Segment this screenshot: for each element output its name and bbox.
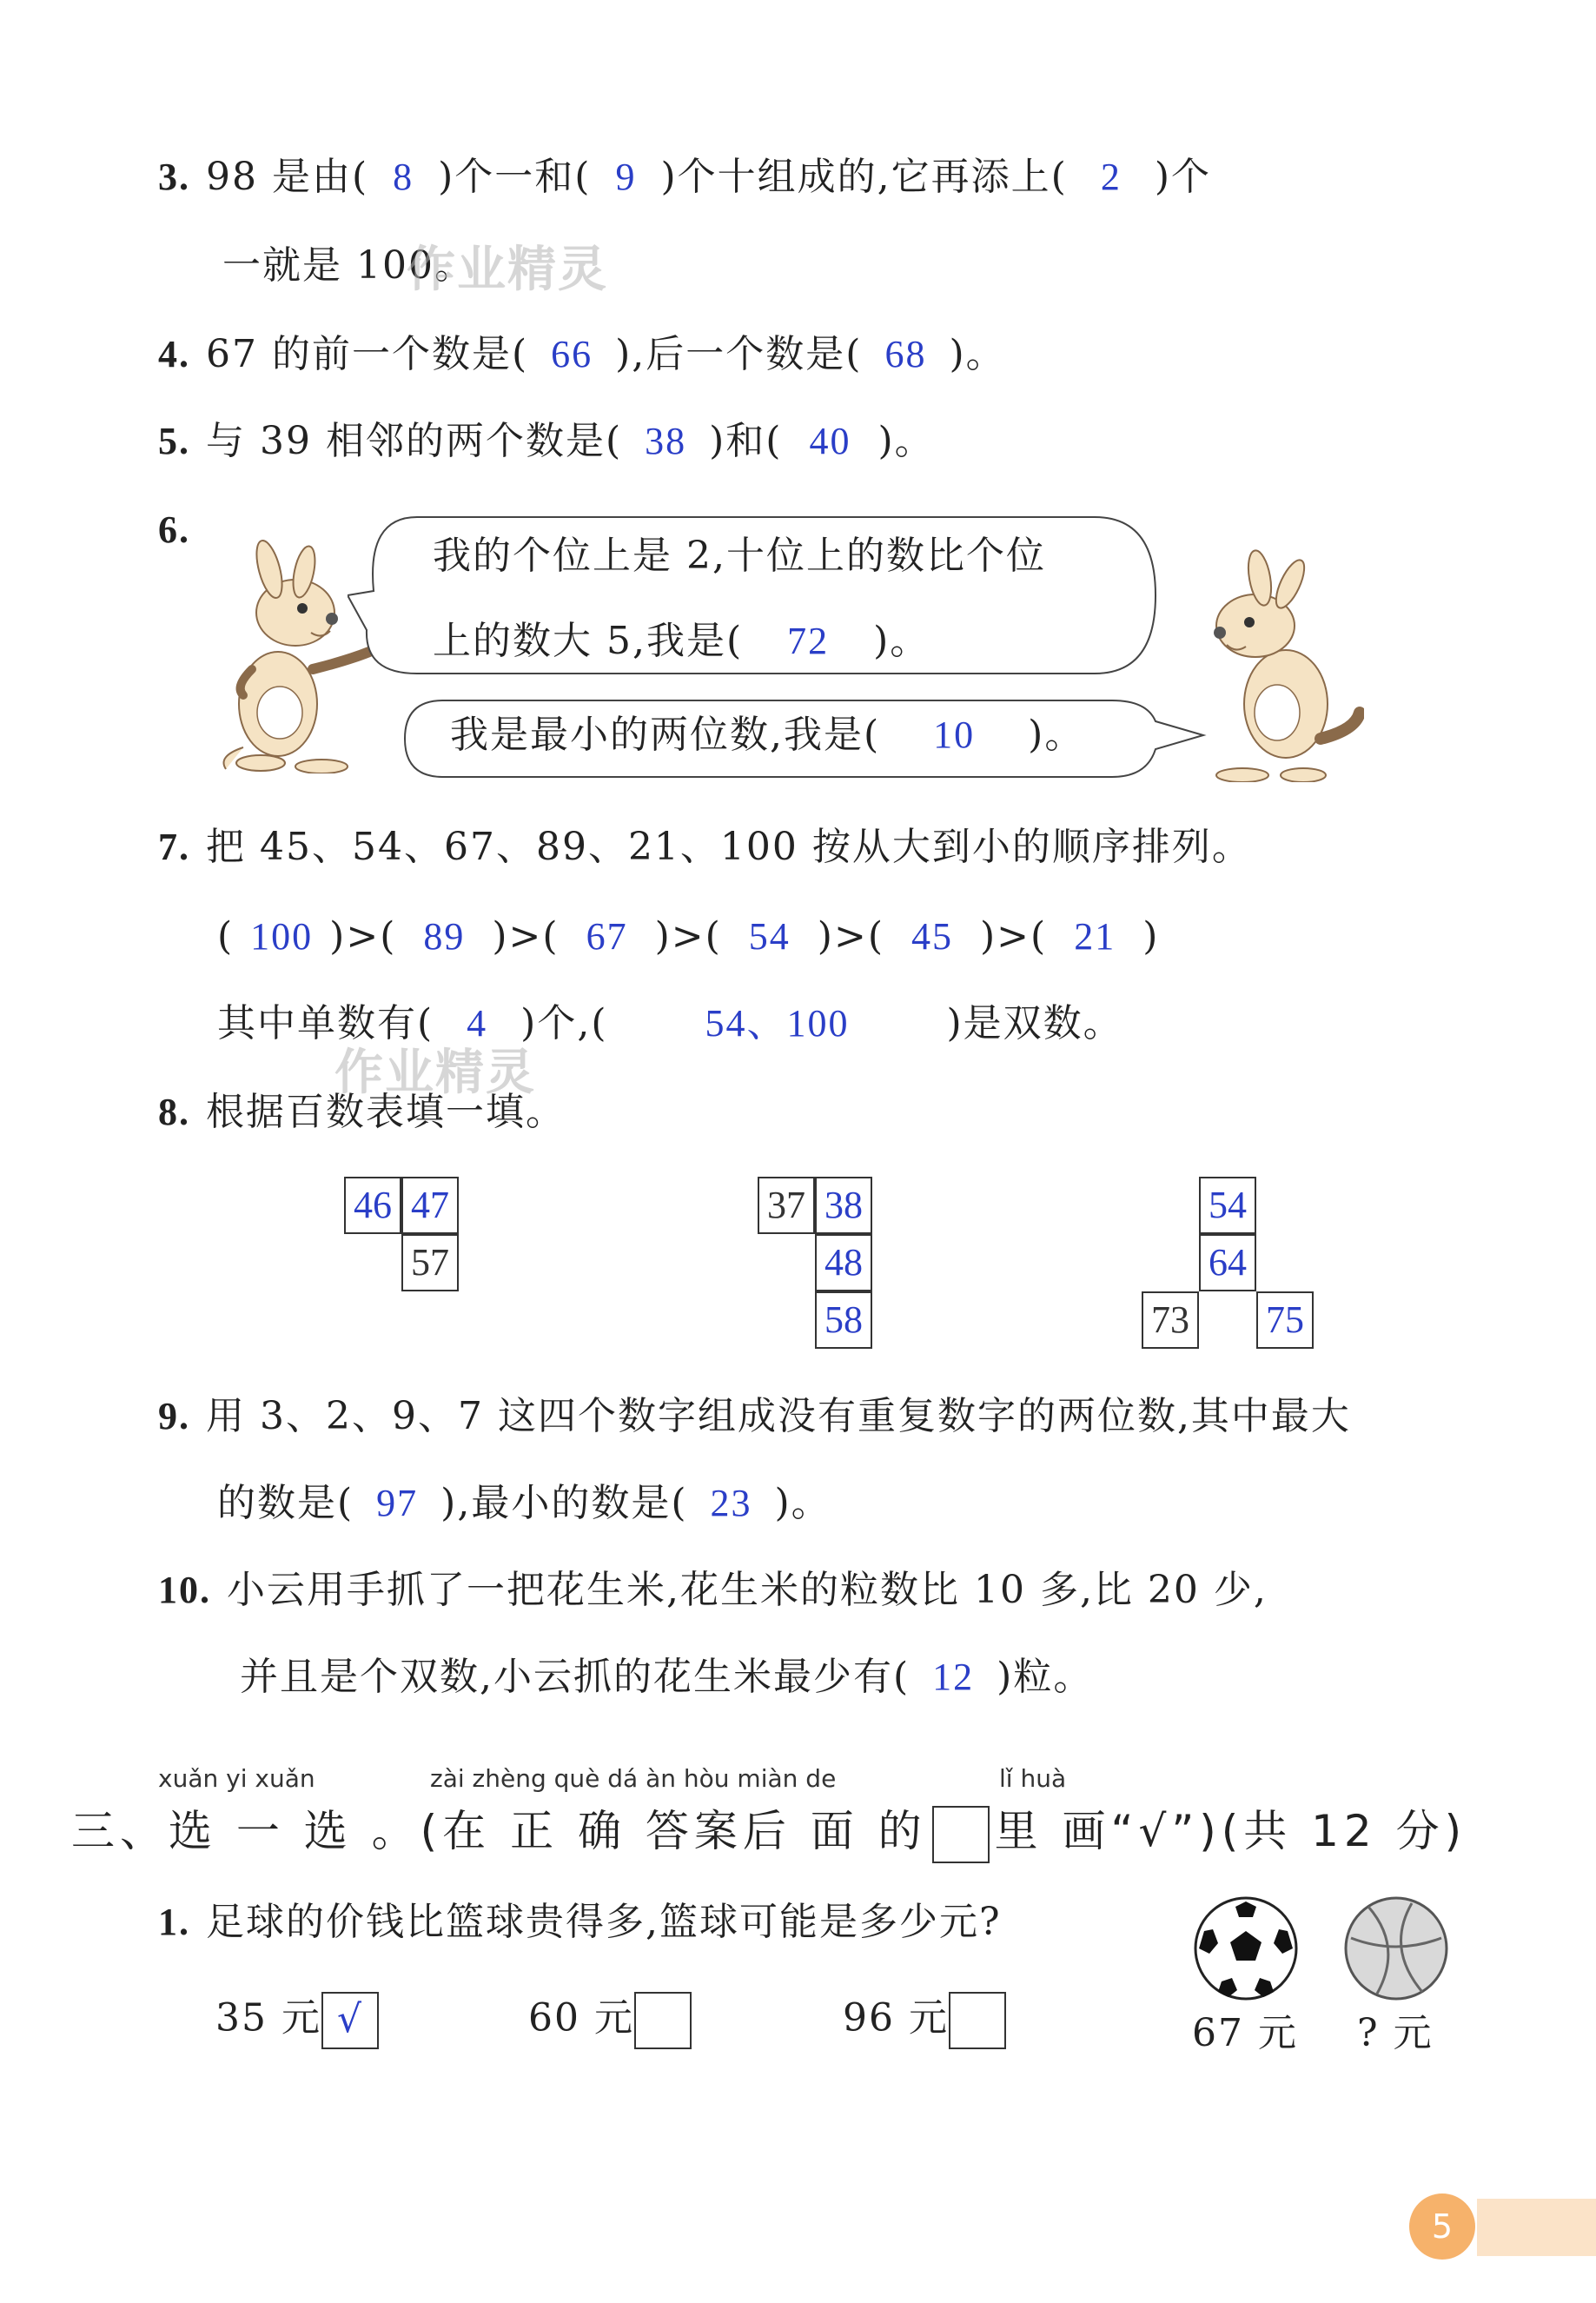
q7-odd-even: 其中单数有( 4 )个,( 54、100 )是双数。 — [217, 998, 1123, 1050]
answer-q3-add: 2 — [1100, 156, 1122, 198]
question-4: 4. 67 的前一个数是( 66 ),后一个数是( 68 )。 — [158, 329, 1006, 381]
option-3-checkbox[interactable] — [949, 1992, 1006, 2049]
kangaroo-right-icon — [1182, 548, 1364, 782]
basketball-price: ? 元 — [1357, 2011, 1434, 2055]
question-9: 9. 用 3、2、9、7 这四个数字组成没有重复数字的两位数,其中最大 — [158, 1394, 1351, 1438]
order-6: 21 — [1074, 915, 1116, 958]
grid-cell: 73 — [1142, 1291, 1199, 1349]
question-10-line2: 并且是个双数,小云抓的花生米最少有( 12 )粒。 — [240, 1651, 1093, 1703]
grid-cell: 48 — [815, 1234, 872, 1291]
grid-cell: 64 — [1199, 1234, 1256, 1291]
answer-q4-before: 66 — [551, 333, 593, 375]
grid-cell: 75 — [1256, 1291, 1314, 1349]
bubble-1-line-2: 上的数大 5,我是( 72 )。 — [433, 615, 930, 667]
page-tab — [1477, 2199, 1596, 2256]
order-2: 89 — [423, 915, 466, 958]
answer-q3-ones: 8 — [393, 156, 414, 198]
answer-q9-min: 23 — [710, 1482, 752, 1524]
answer-q4-after: 68 — [884, 333, 927, 375]
pinyin-2: zài zhèng què dá àn hòu miàn de — [430, 1764, 837, 1793]
pinyin-3: lǐ huà — [999, 1764, 1067, 1793]
question-10: 10. 小云用手抓了一把花生米,花生米的粒数比 10 多,比 20 少, — [158, 1568, 1268, 1612]
option-1: 35 元 √ — [215, 1992, 379, 2049]
question-7: 7. 把 45、54、67、89、21、100 按从大到小的顺序排列。 — [158, 825, 1252, 869]
grid-cell: 46 — [344, 1177, 401, 1234]
grid-cell: 54 — [1199, 1177, 1256, 1234]
answer-q5-a: 38 — [645, 420, 687, 462]
question-5: 5. 与 39 相邻的两个数是( 38 )和( 40 )。 — [158, 415, 935, 468]
bubble-2-line: 我是最小的两位数,我是( 10 )。 — [450, 709, 1084, 761]
question-3: 3. 98 是由( 8 )个一和( 9 )个十组成的,它再添上( 2 )个 — [158, 151, 1211, 203]
answer-q10: 12 — [932, 1656, 975, 1698]
answer-q3-tens: 9 — [615, 156, 637, 198]
page-number: 5 — [1409, 2193, 1475, 2260]
grid-cell: 38 — [815, 1177, 872, 1234]
answer-q7-odd: 4 — [467, 1002, 488, 1045]
question-9-line2: 的数是( 97 ),最小的数是( 23 )。 — [217, 1477, 831, 1530]
option-3: 96 元 — [843, 1992, 1006, 2049]
answer-q6-b: 10 — [933, 713, 976, 756]
option-1-checkbox[interactable]: √ — [321, 1992, 379, 2049]
order-3: 67 — [586, 915, 628, 958]
pinyin-1: xuǎn yi xuǎn — [158, 1764, 315, 1793]
grid-cell: 58 — [815, 1291, 872, 1349]
basketball-icon — [1342, 1895, 1450, 2002]
grid-cell: 47 — [401, 1177, 459, 1234]
bubble-1-line-1: 我的个位上是 2,十位上的数比个位 — [433, 534, 1046, 578]
watermark: 作业精灵 — [407, 242, 608, 298]
watermark: 作业精灵 — [334, 1045, 536, 1101]
answer-q9-max: 97 — [376, 1482, 419, 1524]
answer-q6-a: 72 — [787, 620, 830, 662]
section-3-question-1: 1. 足球的价钱比篮球贵得多,篮球可能是多少元? — [158, 1900, 1002, 1944]
option-2: 60 元 — [528, 1992, 692, 2049]
answer-q5-b: 40 — [809, 420, 851, 462]
answer-q7-even: 54、100 — [705, 1002, 850, 1045]
grid-cell: 57 — [401, 1234, 459, 1291]
order-5: 45 — [911, 915, 953, 958]
order-4: 54 — [748, 915, 791, 958]
question-8: 8. 根据百数表填一填。 — [158, 1090, 566, 1134]
question-3-line2: 一就是 100。 — [222, 243, 474, 288]
question-6-number: 6. — [158, 508, 190, 551]
option-2-checkbox[interactable] — [634, 1992, 692, 2049]
section-3-title: 三、选 一 选 。(在 正 确 答案后 面 的 里 画“√”)(共 12 分) — [71, 1801, 1467, 1863]
soccer-ball-icon — [1192, 1895, 1300, 2002]
title-box-icon — [932, 1806, 990, 1863]
order-1: 100 — [250, 915, 314, 958]
grid-cell: 37 — [758, 1177, 815, 1234]
soccer-price: 67 元 — [1192, 2011, 1298, 2055]
q7-order-row: ( 100 )>( 89 )>( 67 )>( 54 )>( 45 )>( 21 ) — [217, 911, 1159, 963]
